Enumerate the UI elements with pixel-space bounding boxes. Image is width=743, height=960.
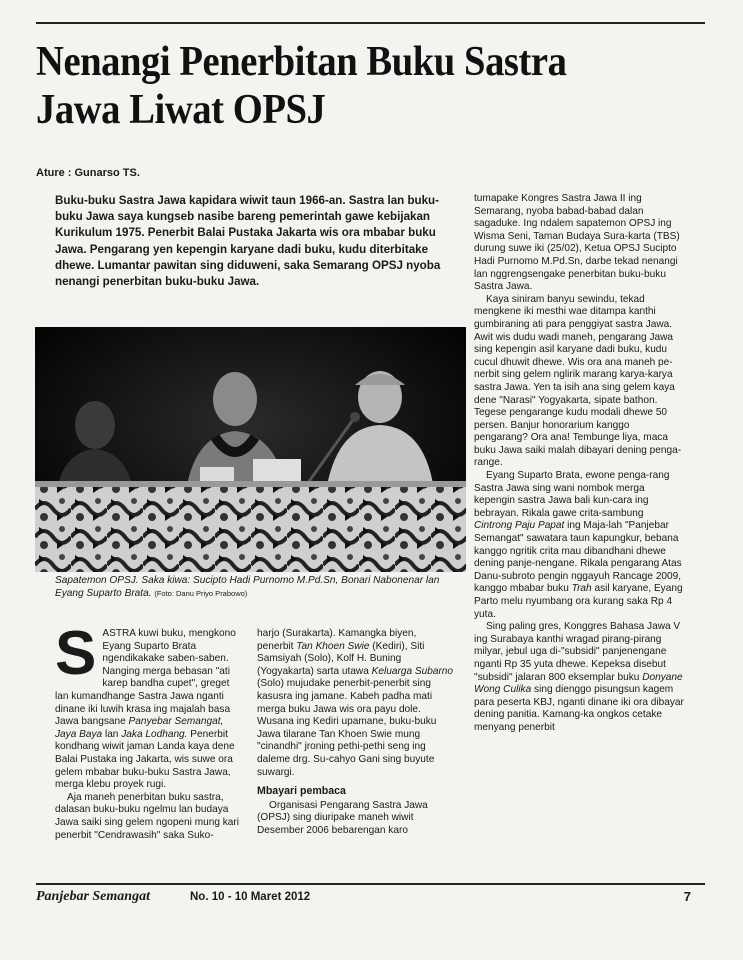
page-number: 7 [683, 889, 691, 904]
col2-paragraph-2: Organisasi Pengarang Sastra Jawa (OPSJ) sing diuripake maneh wiwit Desember 2006 bebarengan karo [257, 799, 428, 836]
photo-illustration [35, 327, 466, 572]
caption-text: Sapatemon OPSJ. Saka kiwa: Sucipto Hadi Purnomo M.Pd.Sn, Bonari Nabonenar lan Eyang Suparto Brata. [55, 575, 440, 599]
column-1 [55, 619, 241, 842]
col1-paragraph-2: Aja maneh penerbitan buku sastra, dalasan buku-buku ngelmu lan budaya Jawa saiki sing gelem ngopeni mung kari penerbit "Cendrawasih" saka Suko- [55, 791, 240, 841]
footer-masthead: Panjebar Semangat [36, 889, 150, 904]
photo-caption [55, 575, 465, 600]
footer-issue: No. 10 - 10 Maret 2012 [190, 891, 311, 903]
col2-paragraph-1: harjo (Surakarta). Kamangka biyen, penerbit Tan Khoen Swie (Kediri), Siti Samsiyah (Solo), Kolf H. Buning (Yogyakarta) sarta utawa Keluarga Subarno (Solo) mujudake penerbit-penerbit sing kasusra ing jamane. Kabeh padha mati merga buku Jawa wis ora payu dole. Wusana ing Kediri upamane, buku-buku Jawa tilarane Tan Khoen Swie mung "cinandhi" jroning pethi-pethi seng ing daleme drg. Su-cahyo Gani sing buyute suwargi. [257, 628, 454, 778]
article-title: Nenangi Penerbitan Buku Sastra Jawa Liwat OPSJ [36, 39, 567, 133]
article-lead: Buku-buku Sastra Jawa kapidara wiwit taun 1966-an. Sastra lan buku-buku Jawa saya kungseb nasibe bareng pemerintah gawe kebijakan Kurikulum 1975. Penerbit Balai Pustaka Jakarta wis ora mbabar buku Jawa. Pengarang yen kepengin karyane dadi buku, kudu diterbitake dhewe. Lumantar pawitan sing diduweni, saka Semarang OPSJ nyoba nenangi penerbitan buku-buku Jawa. [55, 194, 441, 289]
col3-paragraph-3: Eyang Suparto Brata, ewone penga-rang Sastra Jawa sing wani nombok merga kepengin sastra Jawa bali kun-cara ing bebrayan. Rikala gawe crita-sambung Cintrong Paju Papat ing Maja-lah "Panjebar Semangat" sawatara taun kapungkur, bebana kanggo ngritik crita mau dibandhani dhewe dening panje-nengane. Rikala pengarang Atas Danu-subroto pengin nggayuh Rancage 2009, kanggo mbabar buku Trah asil karyane, Eyang Parto melu nyumbang ora kurang saka Rp 4 yuta. [474, 470, 683, 620]
article-photo [35, 327, 466, 572]
col3-paragraph-4: Sing paling gres, Konggres Bahasa Jawa V ing Surabaya kanthi wragad pirang-pirang milyar, jebul uga di-"subsidi" panjenengane nganti Rp 35 yuta dhewe. Kepeksa disebut "subsidi" jalaran 800 eksemplar buku Donyane Wong Culika sing dienggo pisungsun kagem para peserta KBJ, nganti dinane iki ora dibayar dening panitia. Kamang-ka ongkos cetake menyang penerbit [474, 621, 684, 733]
column-2 [257, 628, 455, 838]
article-author: Ature : Gunarso TS. [36, 167, 140, 179]
subheading: Mbayari pembaca [257, 785, 346, 798]
col3-paragraph-2: Kaya siniram banyu sewindu, tekad mengkene iki mesthi wae ditampa kanthi gumbiraning ati para penggiyat sastra Jawa. Awit wis dudu wadi maneh, pengarang Jawa sing kepengin asil karyane dadi buku, kudu cucul dhuwit dhewe. Wis ora ana maneh pe-nerbit sing gelem nglirik marang karya-karya sastra Jawa. Yen ta isih ana sing gelem kaya dene "Narasi" Yogyakarta, sipate bathon. Tegese pengarange kudu modali dhewe 50 persen. Banjur honorarium kanggo pengarang? Ora ana! Tembunge liya, maca buku Jawa saiki malah dibayari dening penga-range. [474, 293, 682, 469]
photo-credit: (Foto: Danu Priyo Prabowo) [154, 588, 248, 598]
col1-paragraph-1: SASTRA kuwi buku, mengkono Eyang Suparto Brata ngendikakake saben-saben. Nanging merga bebasan "ati karep bandha cupet", greget lan kumandhange Sastra Jawa nganti dinane iki luwih krasa ing majalah basa Jawa bangsane Panyebar Semangat, Jaya Baya lan Jaka Lodhang. Penerbit kondhang wiwit jaman Landa kaya dene Balai Pustaka ing Jakarta, wis suwe ora gelem mbabar buku-buku Sastra Jawa, merga klebu proyek rugi. [55, 619, 236, 791]
footer-rule [36, 883, 705, 885]
drop-cap: S [55, 619, 97, 688]
column-3 [474, 193, 684, 735]
top-rule [36, 22, 705, 24]
col3-paragraph-1: tumapake Kongres Sastra Jawa II ing Semarang, nyoba babad-babad dalan sagaduke. Ing ndalem sapatemon OPSJ ing Wisma Seni, Taman Budaya Sura-karta (TBS) durung suwe iki (25/02), Ketua OPSJ Sucipto Hadi Purnomo M.Pd.Sn, darbe tekad nenangi lan nggrengsengake penerbitan buku-buku Sastra Jawa. [474, 193, 680, 293]
